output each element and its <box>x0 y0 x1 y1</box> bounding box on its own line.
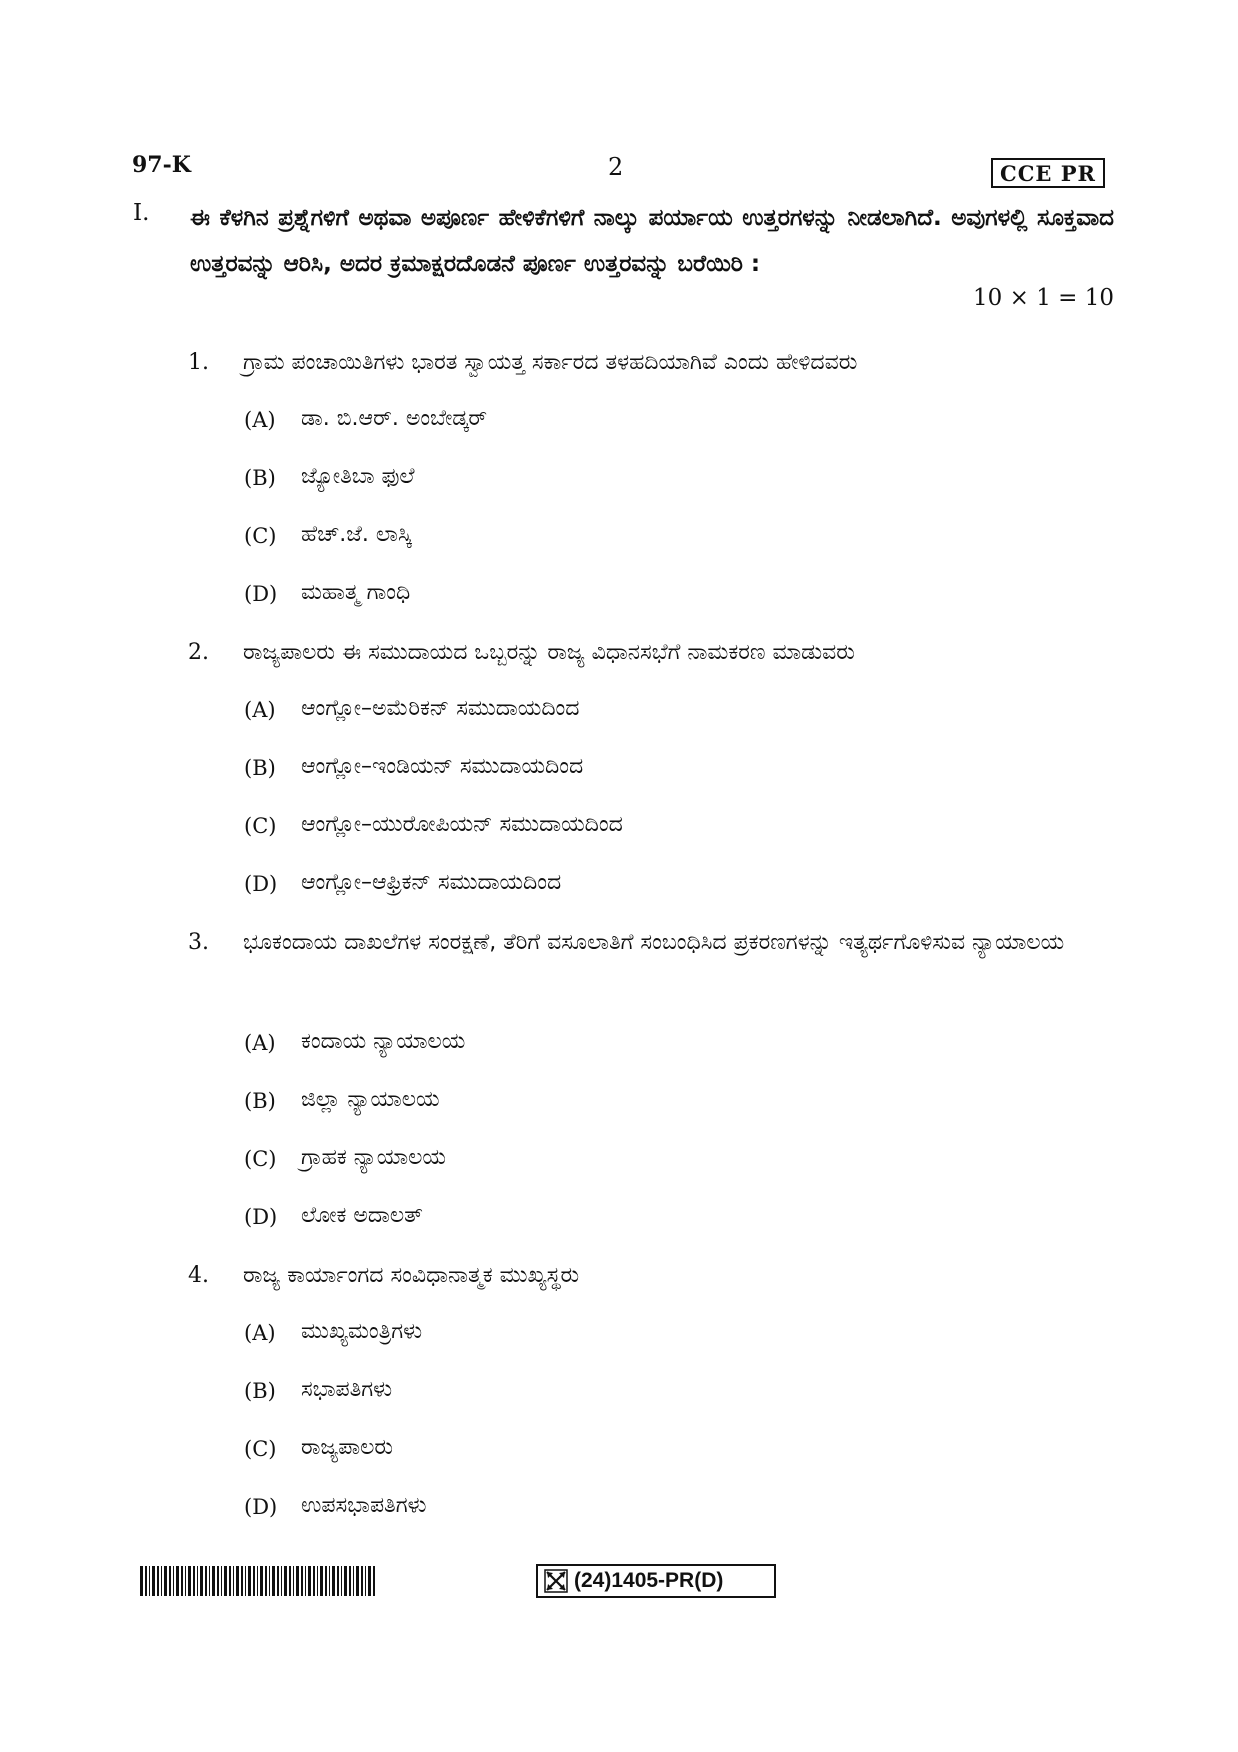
section-marks: 10 × 1 = 10 <box>973 285 1114 311</box>
option-letter: (D) <box>244 872 278 896</box>
option-text: ಕಂದಾಯ ನ್ಯಾಯಾಲಯ <box>301 1029 466 1054</box>
option-text: ಮಹಾತ್ಮ ಗಾಂಧಿ <box>301 580 411 605</box>
option-text: ಹೆಚ್.ಜೆ. ಲಾಸ್ಕಿ <box>301 522 412 547</box>
option-text: ರಾಜ್ಯಪಾಲರು <box>301 1435 393 1460</box>
option-letter: (D) <box>244 1495 278 1519</box>
option-letter: (A) <box>244 408 276 432</box>
footer-code-box <box>536 1564 776 1598</box>
option-text: ಡಾ. ಬಿ.ಆರ್. ಅಂಬೇಡ್ಕರ್ <box>301 406 488 431</box>
option-letter: (C) <box>244 1147 277 1171</box>
option-letter: (B) <box>244 466 276 490</box>
barcode-icon <box>140 1566 376 1596</box>
paper-code: 97-K <box>132 152 191 178</box>
option-text: ಗ್ರಾಹಕ ನ್ಯಾಯಾಲಯ <box>301 1145 446 1170</box>
option-text: ಲೋಕ ಅದಾಲತ್ <box>301 1203 423 1228</box>
question-number: 1. <box>188 350 209 375</box>
option-letter: (D) <box>244 1205 278 1229</box>
option-letter: (B) <box>244 1089 276 1113</box>
option-letter: (A) <box>244 1321 276 1345</box>
option-text: ಜಿಲ್ಲಾ ನ್ಯಾಯಾಲಯ <box>301 1087 440 1112</box>
series-box: CCE PR <box>991 158 1105 188</box>
option-letter: (A) <box>244 1031 276 1055</box>
option-letter: (B) <box>244 756 276 780</box>
question-number: 4. <box>188 1263 209 1288</box>
option-letter: (C) <box>244 1437 277 1461</box>
option-text: ಆಂಗ್ಲೋ–ಆಫ್ರಿಕನ್ ಸಮುದಾಯದಿಂದ <box>301 870 562 895</box>
page-number: 2 <box>608 153 624 181</box>
question-number: 3. <box>188 930 209 955</box>
option-text: ಉಪಸಭಾಪತಿಗಳು <box>301 1493 427 1518</box>
option-text: ಆಂಗ್ಲೋ–ಅಮೆರಿಕನ್ ಸಮುದಾಯದಿಂದ <box>301 696 580 721</box>
section-number: I. <box>133 200 150 226</box>
option-letter: (C) <box>244 814 277 838</box>
option-text: ಆಂಗ್ಲೋ–ಯುರೋಪಿಯನ್ ಸಮುದಾಯದಿಂದ <box>301 812 623 837</box>
option-letter: (A) <box>244 698 276 722</box>
option-text: ಆಂಗ್ಲೋ–ಇಂಡಿಯನ್ ಸಮುದಾಯದಿಂದ <box>301 754 584 779</box>
option-text: ಜ್ಯೋತಿಬಾ ಫುಲೆ <box>301 464 415 489</box>
crossed-arrows-icon <box>544 1569 568 1593</box>
option-letter: (B) <box>244 1379 276 1403</box>
option-text: ಮುಖ್ಯಮಂತ್ರಿಗಳು <box>301 1319 423 1344</box>
option-letter: (D) <box>244 582 278 606</box>
question-text: ಭೂಕಂದಾಯ ದಾಖಲೆಗಳ ಸಂರಕ್ಷಣೆ, ತೆರಿಗೆ ವಸೂಲಾತಿಗೆ ಸಂಬಂಧಿಸಿದ ಪ್ರಕರಣಗಳನ್ನು ಇತ್ಯರ್ಥಗೊಳಿಸುವ ನ್ಯಾಯಾಲಯ <box>243 930 1065 955</box>
footer-paper-code: (24)1405-PR(D) <box>574 1569 724 1592</box>
question-text: ರಾಜ್ಯ ಕಾರ್ಯಾಂಗದ ಸಂವಿಧಾನಾತ್ಮಕ ಮುಖ್ಯಸ್ಥರು <box>243 1263 580 1288</box>
question-text: ರಾಜ್ಯಪಾಲರು ಈ ಸಮುದಾಯದ ಒಬ್ಬರನ್ನು ರಾಜ್ಯ ವಿಧಾನಸಭೆಗೆ ನಾಮಕರಣ ಮಾಡುವರು <box>243 640 855 665</box>
question-text: ಗ್ರಾಮ ಪಂಚಾಯಿತಿಗಳು ಭಾರತ ಸ್ವಾಯತ್ತ ಸರ್ಕಾರದ ತಳಹದಿಯಾಗಿವೆ ಎಂದು ಹೇಳಿದವರು <box>243 350 858 375</box>
section-instruction: ಈ ಕೆಳಗಿನ ಪ್ರಶ್ನೆಗಳಿಗೆ ಅಥವಾ ಅಪೂರ್ಣ ಹೇಳಿಕೆಗಳಿಗೆ ನಾಲ್ಕು ಪರ್ಯಾಯ ಉತ್ತರಗಳನ್ನು ನೀಡಲಾಗಿದೆ. ಅವುಗಳಲ್ಲಿ ಸೂಕ್ತವಾದ ಉತ್ತರವನ್ನು ಆರಿಸಿ, ಅದರ ಕ್ರಮಾಕ್ಷರದೊಡನೆ ಪೂರ್ಣ ಉತ್ತರವನ್ನು ಬರೆಯಿರಿ : <box>190 205 1114 277</box>
option-letter: (C) <box>244 524 277 548</box>
option-text: ಸಭಾಪತಿಗಳು <box>301 1377 393 1402</box>
question-number: 2. <box>188 640 209 665</box>
